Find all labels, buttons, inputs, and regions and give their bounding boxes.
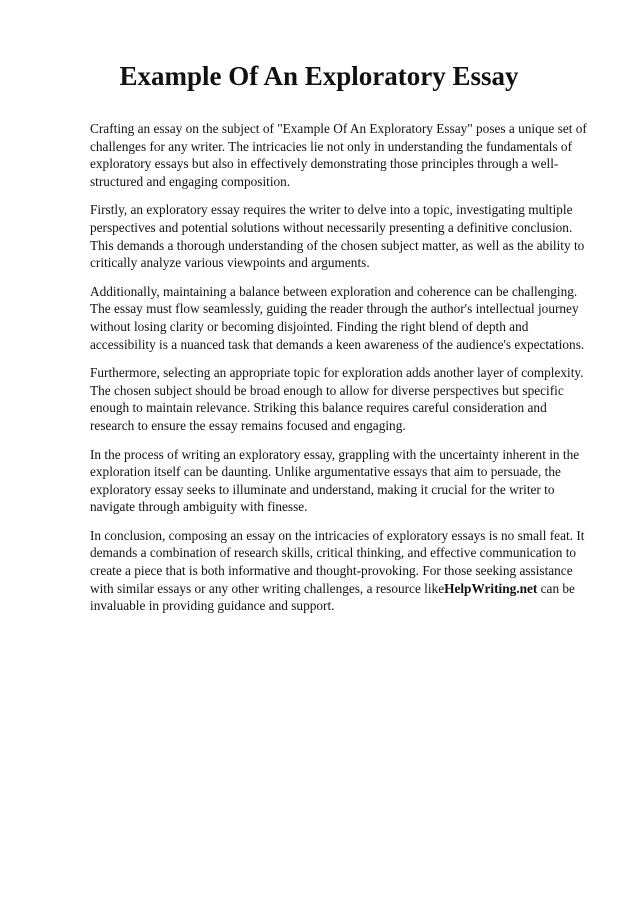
paragraph-2: Firstly, an exploratory essay requires the writer to delve into a topic, investigating multiple perspectives and potential solutions without necessarily presenting a definitive conclusion. This demands a thorough understanding of the chosen subject matter, as well as the ability to critically analyze various viewpoints and arguments.: [90, 202, 585, 271]
helpwriting-brand-link[interactable]: HelpWriting.net: [444, 580, 538, 596]
paragraph-3: Additionally, maintaining a balance between exploration and coherence can be challenging. The essay must flow seamlessly, guiding the reader through the author's intellectual journey without losing clarity or becoming disjointed. Finding the right blend of depth and accessibility is a nuanced task that demands a keen awareness of the audience's expectations.: [90, 283, 585, 352]
conclusion-text-after: can be invaluable in providing guidance and support.: [90, 580, 575, 614]
conclusion-text-before: In conclusion, composing an essay on the intricacies of exploratory essays is no small feat. It demands a combination of research skills, critical thinking, and effective communication to create a piece that is both informative and thought-provoking. For those seeking assistance with similar essays or any other writing challenges, a resource like: [90, 527, 585, 596]
paragraph-1: Crafting an essay on the subject of "Example Of An Exploratory Essay" poses a unique set of challenges for any writer. The intricacies lie not only in understanding the fundamentals of exploratory essays but also in effectively demonstrating those principles through a well-structured and engaging composition.: [90, 121, 587, 189]
page-title: Example Of An Exploratory Essay: [119, 61, 519, 91]
conclusion-paragraph: [90, 527, 594, 615]
paragraph-4: Furthermore, selecting an appropriate topic for exploration adds another layer of complexity. The chosen subject should be broad enough to allow for diverse perspectives but specific enough to maintain relevance. Striking this balance requires careful consideration and research to ensure the essay remains focused and engaging.: [90, 365, 584, 433]
paragraph-5: In the process of writing an exploratory essay, grappling with the uncertainty inherent in the exploration itself can be daunting. Unlike argumentative essays that aim to persuade, the exploratory essay seeks to illuminate and understand, making it crucial for the writer to navigate through ambiguity with finesse.: [90, 446, 580, 515]
